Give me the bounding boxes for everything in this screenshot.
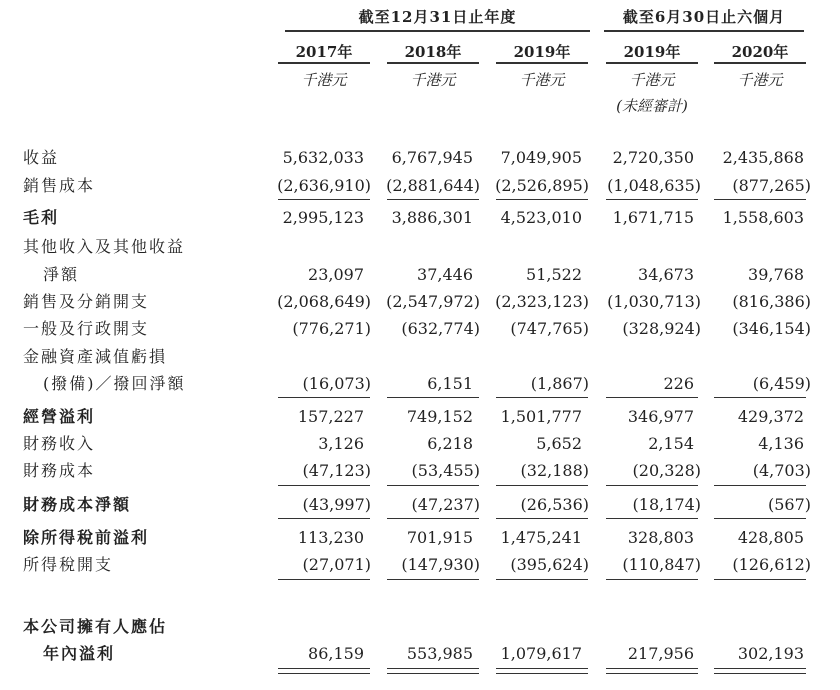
subtotal-rule [278, 485, 370, 486]
cell-value: 157,227 [297, 407, 364, 426]
subtotal-rule [606, 397, 698, 398]
row-label: 本公司擁有人應佔 [23, 617, 168, 636]
cell-value: 701,915 [406, 528, 473, 547]
cell-value: 226 [663, 374, 694, 393]
unit-label: 千港元 [410, 71, 456, 89]
table-row-net-finance-costs [0, 492, 840, 518]
cell-value: 2,154 [648, 434, 694, 453]
unit-label: 千港元 [301, 71, 347, 89]
table-row-finance-income [0, 431, 840, 457]
cell-value: 37,446 [417, 265, 473, 284]
cell-value: (27,071) [302, 555, 371, 574]
year-header-2020-interim: 2020年 [731, 43, 789, 61]
cell-value: 23,097 [308, 265, 364, 284]
cell-value: 2,720,350 [612, 148, 694, 167]
row-label: 銷售成本 [23, 176, 96, 195]
subtotal-rule [278, 518, 370, 519]
cell-value: 4,136 [758, 434, 804, 453]
total-double-rule [714, 668, 806, 674]
cell-value: (20,328) [632, 461, 701, 480]
cell-value: 553,985 [406, 644, 473, 663]
cell-value: 1,671,715 [612, 208, 694, 227]
cell-value: (1,048,635) [607, 176, 701, 195]
row-label: 所得稅開支 [23, 555, 114, 574]
cell-value: (26,536) [520, 495, 589, 514]
group-header-rule [604, 30, 804, 32]
cell-value: 4,523,010 [500, 208, 582, 227]
cell-value: (126,612) [732, 555, 811, 574]
year-header-2019: 2019年 [513, 43, 571, 61]
subtotal-rule [606, 518, 698, 519]
subtotal-rule [714, 579, 806, 580]
table-row-profit-for-year [0, 641, 840, 667]
cell-value: (147,930) [401, 555, 480, 574]
table-row-attributable-heading [0, 614, 840, 640]
cell-value: (395,624) [510, 555, 589, 574]
subtotal-rule [606, 199, 698, 200]
table-row-impairment-net [0, 371, 840, 397]
cell-value: (747,765) [510, 319, 589, 338]
year-header-2017: 2017年 [295, 43, 353, 61]
cell-value: 328,803 [627, 528, 694, 547]
row-label: 毛利 [23, 208, 60, 227]
cell-value: (632,774) [401, 319, 480, 338]
subtotal-rule [496, 579, 588, 580]
subtotal-rule [606, 485, 698, 486]
subtotal-rule [387, 397, 479, 398]
subtotal-rule [714, 518, 806, 519]
row-label: 其他收入及其他收益 [23, 237, 186, 256]
total-double-rule [496, 668, 588, 674]
cell-value: 51,522 [526, 265, 582, 284]
total-double-rule [387, 668, 479, 674]
cell-value: (4,703) [752, 461, 811, 480]
unit-label: 千港元 [519, 71, 565, 89]
cell-value: 39,768 [748, 265, 804, 284]
row-label: 財務成本 [23, 461, 96, 480]
table-row-general-admin [0, 316, 840, 342]
group-header-year-end: 截至12月31日止年度 [358, 8, 517, 26]
cell-value: 6,218 [427, 434, 473, 453]
subtotal-rule [714, 485, 806, 486]
row-label: 財務成本淨額 [23, 495, 132, 514]
table-row-finance-costs [0, 458, 840, 484]
cell-value: 7,049,905 [500, 148, 582, 167]
cell-value: (328,924) [622, 319, 701, 338]
cell-value: 217,956 [627, 644, 694, 663]
cell-value: (18,174) [632, 495, 701, 514]
subtotal-rule [387, 199, 479, 200]
cell-value: (16,073) [302, 374, 371, 393]
year-header-rule [714, 62, 806, 64]
cell-value: 6,767,945 [391, 148, 473, 167]
table-row-operating-profit [0, 404, 840, 430]
subtotal-rule [496, 397, 588, 398]
unit-label: 千港元 [737, 71, 783, 89]
subtotal-rule [714, 397, 806, 398]
table-row-income-tax [0, 552, 840, 578]
cell-value: 428,805 [737, 528, 804, 547]
cell-value: 749,152 [406, 407, 473, 426]
cell-value: (47,237) [411, 495, 480, 514]
subtotal-rule [496, 199, 588, 200]
row-label: 一般及行政開支 [23, 319, 150, 338]
row-label: 金融資產減值虧損 [23, 347, 168, 366]
year-header-rule [496, 62, 588, 64]
total-double-rule [278, 668, 370, 674]
cell-value: (346,154) [732, 319, 811, 338]
year-header-rule [387, 62, 479, 64]
row-label: 除所得稅前溢利 [23, 528, 150, 547]
unaudited-note: (未經審計) [616, 97, 688, 115]
year-header-rule [278, 62, 370, 64]
year-header-2019-interim: 2019年 [623, 43, 681, 61]
unit-label: 千港元 [629, 71, 675, 89]
table-row-profit-before-tax [0, 525, 840, 551]
cell-value: 3,126 [318, 434, 364, 453]
row-label: 淨額 [43, 265, 80, 284]
subtotal-rule [278, 199, 370, 200]
cell-value: (2,526,895) [495, 176, 589, 195]
group-header-six-months: 截至6月30日止六個月 [622, 8, 786, 26]
cell-value: 86,159 [308, 644, 364, 663]
cell-value: 34,673 [638, 265, 694, 284]
cell-value: 6,151 [427, 374, 473, 393]
row-label: 收益 [23, 148, 60, 167]
row-label: (撥備)／撥回淨額 [43, 374, 186, 393]
cell-value: (1,030,713) [607, 292, 701, 311]
cell-value: (816,386) [732, 292, 811, 311]
subtotal-rule [714, 199, 806, 200]
cell-value: 5,632,033 [282, 148, 364, 167]
total-double-rule [606, 668, 698, 674]
subtotal-rule [496, 485, 588, 486]
cell-value: (2,636,910) [277, 176, 371, 195]
subtotal-rule [387, 485, 479, 486]
cell-value: (776,271) [292, 319, 371, 338]
cell-value: 113,230 [297, 528, 364, 547]
cell-value: (47,123) [302, 461, 371, 480]
subtotal-rule [496, 518, 588, 519]
cell-value: (53,455) [411, 461, 480, 480]
cell-value: (1,867) [530, 374, 589, 393]
cell-value: (110,847) [622, 555, 701, 574]
cell-value: 429,372 [737, 407, 804, 426]
subtotal-rule [387, 518, 479, 519]
cell-value: 1,501,777 [500, 407, 582, 426]
subtotal-rule [606, 579, 698, 580]
cell-value: (567) [767, 495, 811, 514]
cell-value: (32,188) [520, 461, 589, 480]
cell-value: (43,997) [302, 495, 371, 514]
table-row-selling-distribution [0, 289, 840, 315]
year-header-2018: 2018年 [404, 43, 462, 61]
cell-value: (2,068,649) [277, 292, 371, 311]
cell-value: (2,881,644) [386, 176, 480, 195]
cell-value: (6,459) [752, 374, 811, 393]
row-label: 銷售及分銷開支 [23, 292, 150, 311]
table-row-gross-profit [0, 205, 840, 231]
table-row-other-income-net [0, 262, 840, 288]
cell-value: (2,547,972) [386, 292, 480, 311]
cell-value: (877,265) [732, 176, 811, 195]
table-row-impairment-heading [0, 344, 840, 370]
cell-value: 346,977 [627, 407, 694, 426]
cell-value: (2,323,123) [495, 292, 589, 311]
cell-value: 2,435,868 [722, 148, 804, 167]
row-label: 年內溢利 [43, 644, 116, 663]
subtotal-rule [387, 579, 479, 580]
table-row-other-income-heading [0, 234, 840, 260]
subtotal-rule [278, 579, 370, 580]
cell-value: 5,652 [536, 434, 582, 453]
row-label: 經營溢利 [23, 407, 96, 426]
row-label: 財務收入 [23, 434, 96, 453]
group-header-rule [285, 30, 590, 32]
table-row-revenue [0, 145, 840, 171]
cell-value: 1,475,241 [500, 528, 582, 547]
cell-value: 1,079,617 [500, 644, 582, 663]
cell-value: 1,558,603 [722, 208, 804, 227]
cell-value: 3,886,301 [391, 208, 473, 227]
year-header-rule [606, 62, 698, 64]
cell-value: 302,193 [737, 644, 804, 663]
subtotal-rule [278, 397, 370, 398]
cell-value: 2,995,123 [282, 208, 364, 227]
table-row-cost-of-sales [0, 173, 840, 199]
